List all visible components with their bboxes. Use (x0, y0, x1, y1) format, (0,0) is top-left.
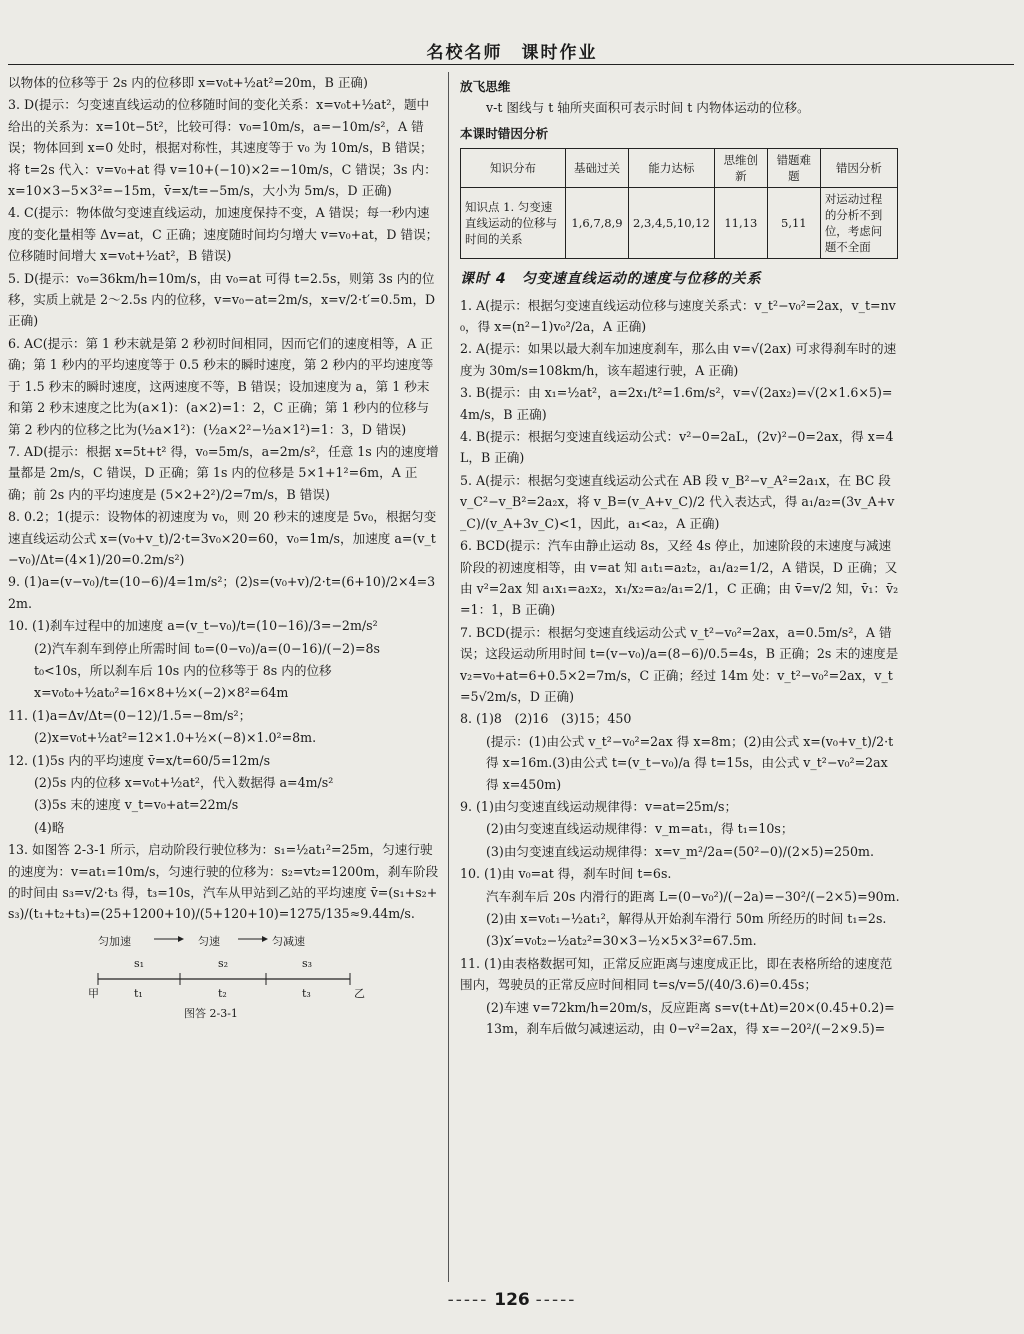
fly-title: 放飞思维 (460, 79, 511, 94)
answer-item: 12. (1)5s 内的平均速度 v̄=x/t=60/5=12m/s (8, 752, 271, 768)
arrowhead-1 (178, 936, 184, 942)
motion-diagram-svg (88, 931, 388, 1021)
answer-item: 6. BCD(提示：汽车由静止运动 8s，又经 4s 停止，加速阶段的末速度与减速阶段的初速度相等，由 v=at 知 a₁t₁=a₂t₂，a₁/a₂=1/2，A 错误，D 正确；又由 v²=2ax 知 a₁x₁=a₂x₂，x₁/x₂=a₂/a₁=2/1，C 正确；由 v̄=v/2 知，v̄₁：v̄₂=1：1，B 正确) (460, 538, 899, 618)
left-column (8, 72, 440, 1021)
answer-item: 5. D(提示：v₀=36km/h=10m/s，由 v₀=at 可得 t=2.5s，则第 3s 内的位移，实质上就是 2～2.5s 内的位移，v=v₀−at=2m/s，x=v/2·t′=0.5m，D 正确) (8, 270, 436, 329)
table-cell: 5,11 (767, 188, 820, 259)
diagram-caption: 图答 2-3-1 (184, 1006, 238, 1020)
label-s2: s₂ (218, 956, 229, 970)
answer-item: 9. (1)由匀变速直线运动规律得：v=at=25m/s； (460, 798, 738, 814)
table-cell: 2,3,4,5,10,12 (629, 188, 715, 259)
table-header-row (461, 149, 898, 188)
label-s3: s₃ (302, 956, 313, 970)
label-uniform: 匀速 (198, 934, 220, 948)
footer-dashes-right: ----- (535, 1290, 577, 1310)
table-cell: 1,6,7,8,9 (566, 188, 629, 259)
answer-item: t₀<10s，所以刹车后 10s 内的位移等于 8s 内的位移 (34, 662, 332, 678)
answer-item: (3)x′=v₀t₂−½at₂²=30×3−½×5×3²=67.5m. (486, 933, 757, 949)
answer-item: (2)5s 内的位移 x=v₀t+½at²，代入数据得 a=4m/s² (34, 775, 334, 790)
answer-item: 4. B(提示：根据匀变速直线运动公式：v²−0=2aL，(2v)²−0=2ax，得 x=4L，B 正确) (460, 429, 894, 466)
fly-text: v-t 图线与 t 轴所夹面积可表示时间 t 内物体运动的位移。 (486, 100, 810, 116)
answer-item: 7. BCD(提示：根据匀变速直线运动公式 v_t²−v₀²=2ax，a=0.5m/s²，A 错误；这段运动所用时间 t=(v−v₀)/a=(8−6)/0.5=4s，B 正确；2s 末的速度是 v₂=v₀+at=6+0.5×2=7m/s，C 正确；经过 14m 处：v_t²−v₀²=2ax，v_t=5√2m/s，D 正确) (460, 624, 899, 704)
answer-item: 9. (1)a=(v−v₀)/t=(10−6)/4=1m/s²；(2)s=(v₀+v)/2·t=(6+10)/2×4=32m. (8, 574, 436, 611)
motion-diagram (88, 931, 388, 1021)
answer-item: 6. AC(提示：第 1 秒末就是第 2 秒初时间相同，因而它们的速度相等，A 正确；第 1 秒内的平均速度等于 0.5 秒末的瞬时速度，第 2 秒内的平均速度等于 1.5 秒末的瞬时速度，这两速度不等，B 错误；设加速度为 a，第 1 秒末和第 2 秒末速度之比为(a×1)：(a×2)=1：2，C 正确；第 1 秒内的位移与第 2 秒内的位移之比为(½a×1²)：(½a×2²−½a×1²)=1：3，D 错误) (8, 335, 434, 437)
table-header-cell: 错因分析 (820, 149, 897, 188)
answer-item: (4)略 (34, 819, 65, 835)
table-header-cell: 思维创新 (714, 149, 767, 188)
answer-item: (3)5s 末的速度 v_t=v₀+at=22m/s (34, 797, 239, 813)
answer-item: 5. A(提示：根据匀变速直线运动公式在 AB 段 v_B²−v_A²=2a₁x，在 BC 段 v_C²−v_B²=2a₂x，将 v_B=(v_A+v_C)/2 代入表达式，得 a₁/a₂=(3v_A+v_C)/(v_A+3v_C)<1，因此，a₁<a₂，A 正确) (460, 472, 895, 531)
answer-item: x=v₀t₀+½at₀²=16×8+½×(−2)×8²=64m (34, 685, 289, 701)
page-header: 名校名师 课时作业 (426, 43, 598, 63)
table-header-cell: 知识分布 (461, 149, 566, 188)
answer-item: 11. (1)a=Δv/Δt=(0−12)/1.5=−8m/s²； (8, 707, 252, 723)
table-header-cell: 错题难题 (767, 149, 820, 188)
table-cell: 对运动过程的分析不到位，考虑问题不全面 (820, 188, 897, 259)
label-decelerate: 匀减速 (272, 934, 305, 948)
error-analysis-title: 本课时错因分析 (460, 125, 549, 141)
answer-item: 8. (1)8 (2)16 (3)15；450 (460, 711, 632, 727)
answer-item: 8. 0.2；1(提示：设物体的初速度为 v₀，则 20 秒末的速度是 5v₀，根据匀变速直线运动公式 x=(v₀+v_t)/2·t=3v₀×20=60，v₀=1m/s，加速度 a=(v_t−v₀)/Δt=(4×1)/20=0.2m/s²) (8, 509, 437, 567)
table-cell: 11,13 (714, 188, 767, 259)
right-column (460, 72, 900, 1040)
answer-item: 10. (1)由 v₀=at 得，刹车时间 t=6s. (460, 866, 672, 882)
lesson-title: 课时 4 匀变速直线运动的速度与位移的关系 (460, 271, 762, 288)
answer-item: 11. (1)由表格数据可知，正常反应距离与速度成正比，即在表格所给的速度范围内，驾驶员的正常反应时间相同 t=s/v=5/(40/3.6)=0.45s； (460, 955, 893, 993)
answer-item: (2)x=v₀t+½at²=12×1.0+½×(−8)×1.0²=8m. (34, 730, 317, 746)
table-row (461, 188, 898, 259)
answer-item: (3)由匀变速直线运动规律得：x=v_m²/2a=(50²−0)/(2×5)=250m. (486, 843, 874, 859)
label-accelerate: 匀加速 (98, 934, 131, 948)
answer-item: 2. A(提示：如果以最大刹车加速度刹车，那么由 v=√(2ax) 可求得刹车时的速度为 30m/s=108km/h，该车超速行驶，A 正确) (460, 341, 897, 378)
column-divider (448, 72, 449, 1282)
label-s1: s₁ (134, 956, 145, 970)
label-t2: t₂ (218, 986, 227, 1000)
page-footer (0, 1290, 1024, 1310)
answer-item: 以物体的位移等于 2s 内的位移即 x=v₀t+½at²=20m，B 正确) (8, 75, 368, 90)
error-analysis-table (460, 148, 898, 259)
header-rule (8, 64, 1014, 65)
arrowhead-2 (262, 936, 268, 942)
answer-item: (2)由匀变速直线运动规律得：v_m=at₁，得 t₁=10s； (486, 821, 794, 837)
table-header-cell: 能力达标 (629, 149, 715, 188)
answer-item: 4. C(提示：物体做匀变速直线运动，加速度保持不变，A 错误；每一秒内速度的变化量相等 Δv=at，C 正确；速度随时间均匀增大 v=v₀+at，D 错误；位移随时间增大 x=v₀t+½at²，B 错误) (8, 205, 439, 264)
table-header-cell: 基础过关 (566, 149, 629, 188)
label-t1: t₁ (134, 986, 143, 1000)
answer-item: 汽车刹车后 20s 内滑行的距离 L=(0−v₀²)/(−2a)=−30²/(−2×5)=90m. (486, 888, 900, 904)
answer-item: (2)由 x=v₀t₁−½at₁²，解得从开始刹车滑行 50m 所经历的时间 t₁=2s. (486, 911, 887, 926)
table-cell: 知识点 1. 匀变速直线运动的位移与时间的关系 (461, 188, 566, 259)
answer-item: 10. (1)刹车过程中的加速度 a=(v_t−v₀)/t=(10−16)/3=−2m/s² (8, 618, 378, 634)
answer-item: 1. A(提示：根据匀变速直线运动位移与速度关系式：v_t²−v₀²=2ax，v_t=nv₀，得 x=(n²−1)v₀²/2a，A 正确) (460, 297, 896, 335)
label-end: 乙 (354, 986, 365, 1000)
footer-dashes-left: ----- (447, 1290, 489, 1310)
answer-item: 3. D(提示：匀变速直线运动的位移随时间的变化关系：x=v₀t+½at²，题中给出的关系为：x=10t−5t²，比较可得：v₀=10m/s，a=−10m/s²，A 错误；物体回到 x=0 处时，根据对称性，其速度等于 v₀ 为 10m/s，B 错误；将 t=2s 代入：v=v₀+at 得 v=10+(−10)×2=−10m/s，C 错误；3s 内：x=10×3−5×3²=−15m，v̄=x/t=−5m/s，大小为 5m/s，D 正确) (8, 97, 437, 199)
answer-item: (2)汽车刹车到停止所需时间 t₀=(0−v₀)/a=(0−16)/(−2)=8s (34, 640, 380, 656)
answer-item: (2)车速 v=72km/h=20m/s，反应距离 s=v(t+Δt)=20×(0.45+0.2)=13m，刹车后做匀减速运动，由 0−v²=2ax，得 x=−20²/(−2×9.5)= (486, 999, 895, 1037)
answer-item: 7. AD(提示：根据 x=5t+t² 得，v₀=5m/s，a=2m/s²，任意 1s 内的速度增量都是 2m/s，C 错误，D 正确；第 1s 内的位移是 5×1+1²=6m，A 正确；前 2s 内的平均速度是 (5×2+2²)/2=7m/s，B 错误) (8, 443, 439, 502)
answer-item: 3. B(提示：由 x₁=½at²，a=2x₁/t²=1.6m/s²，v=√(2ax₂)=√(2×1.6×5)=4m/s，B 正确) (460, 385, 893, 422)
answer-item: (提示：(1)由公式 v_t²−v₀²=2ax 得 x=8m；(2)由公式 x=(v₀+v_t)/2·t 得 x=16m.(3)由公式 t=(v_t−v₀)/a 得 t=15s，由公式 v_t²−v₀²=2ax 得 x=450m) (486, 733, 894, 792)
label-start: 甲 (88, 986, 99, 1000)
answer-item: 13. 如图答 2-3-1 所示，启动阶段行驶位移为：s₁=½at₁²=25m，匀速行驶的速度为：v=at₁=10m/s，匀速行驶的位移为：s₂=vt₂=1200m，刹车阶段的时间由 s₃=v/2·t₃ 得，t₃=10s，汽车从甲站到乙站的平均速度 v̄=(s₁+s₂+s₃)/(t₁+t₂+t₃)=(25+1200+10)/(5+120+10)=1275/135≈9.44m/s. (8, 842, 439, 922)
page-number: 126 (494, 1290, 530, 1310)
label-t3: t₃ (302, 986, 311, 1000)
